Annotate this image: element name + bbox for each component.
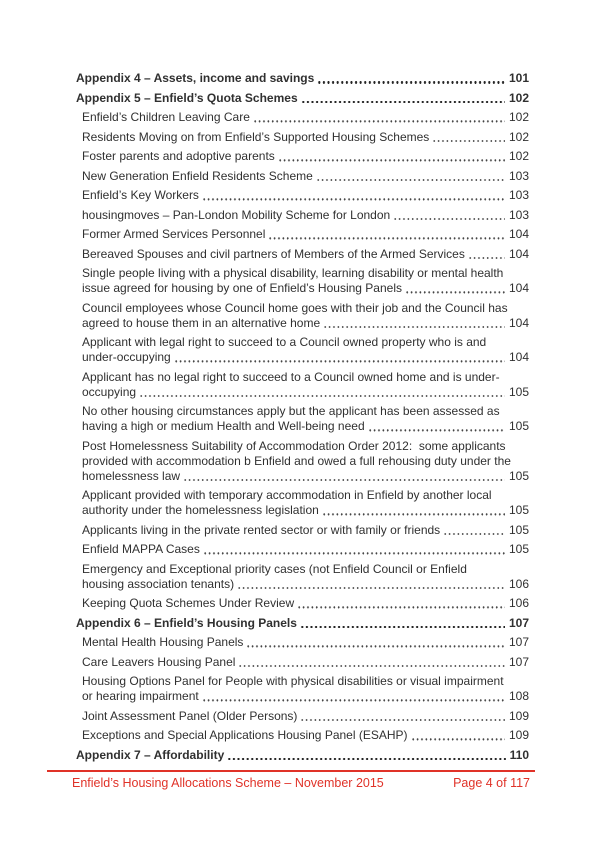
toc-entry-title: Emergency and Exceptional priority cases (not Enfield Council or Enfield	[82, 561, 467, 576]
toc-entry-title: Applicant provided with temporary accommodation in Enfield by another local	[82, 488, 492, 502]
toc-page-number: 107	[508, 615, 529, 630]
toc-entry-title: Appendix 5 – Enfield’s Quota Schemes	[76, 90, 298, 105]
toc-entry[interactable]	[76, 130, 529, 145]
toc-entry-title: Appendix 4 – Assets, income and savings	[76, 71, 315, 85]
dot-leader	[297, 606, 505, 608]
toc-page-number: 103	[508, 188, 529, 202]
toc-line	[82, 370, 529, 385]
toc-line	[82, 227, 529, 242]
toc-line	[82, 130, 529, 145]
dot-leader	[278, 159, 505, 161]
toc-page-number: 109	[508, 728, 529, 742]
toc-entry[interactable]	[76, 488, 529, 518]
toc-page-number: 102	[508, 110, 529, 124]
dot-leader	[300, 719, 505, 721]
dot-leader	[246, 645, 505, 647]
toc-page-number: 102	[508, 90, 529, 105]
toc-entry-title: Bereaved Spouses and civil partners of Members of the Armed Services	[82, 246, 465, 261]
toc-entry-title: Council employees whose Council home goes with their job and the Council has	[82, 300, 508, 315]
toc-entry-title: Appendix 6 – Enfield’s Housing Panels	[76, 615, 297, 630]
toc-entry[interactable]	[76, 188, 529, 203]
toc-entry-title: provided with accommodation b Enfield and owed a full rehousing duty under the	[82, 453, 511, 468]
toc-entry-title: having a high or medium Health and Well-being need	[82, 419, 365, 433]
toc-entry[interactable]	[76, 149, 529, 164]
toc-page-number: 102	[508, 149, 529, 163]
toc-entry[interactable]	[76, 674, 529, 704]
toc-page-number: 103	[508, 207, 529, 222]
dot-leader	[405, 291, 505, 293]
toc-entry-title: Enfield MAPPA Cases	[82, 542, 200, 556]
dot-leader	[253, 120, 505, 122]
toc-line	[82, 562, 529, 577]
toc-line	[82, 301, 529, 316]
toc-entry[interactable]	[76, 91, 529, 106]
toc-entry-title: Enfield’s Key Workers	[82, 188, 199, 202]
toc-entry-title: Enfield’s Children Leaving Care	[82, 110, 250, 124]
toc-page-number: 105	[508, 384, 529, 399]
page-footer	[72, 776, 530, 791]
toc-entry-title: or hearing impairment	[82, 689, 199, 703]
toc-entry-title: No other housing circumstances apply but the applicant has been assessed as	[82, 404, 500, 418]
toc-entry-title: under-occupying	[82, 350, 171, 364]
toc-line	[82, 439, 529, 454]
dot-leader	[202, 699, 505, 701]
toc-entry-title: housingmoves – Pan-London Mobility Scheme for London	[82, 207, 391, 222]
toc-entry[interactable]	[76, 208, 529, 223]
toc-entry-title: Former Armed Services Personnel	[82, 227, 266, 241]
toc-entry-title: Applicant has no legal right to succeed to a Council owned home and is under-	[82, 369, 500, 384]
toc-page-number: 101	[508, 71, 529, 85]
toc-list	[76, 71, 529, 767]
dot-leader	[317, 81, 505, 83]
toc-entry-title: Housing Options Panel for People with physical disabilities or visual impairment	[82, 674, 504, 688]
dot-leader	[174, 360, 505, 362]
toc-entry[interactable]	[76, 370, 529, 400]
toc-page-number: 107	[508, 654, 529, 669]
toc-line	[82, 110, 529, 125]
footer-page-indicator: Page 4 of 117	[453, 776, 530, 790]
toc-line	[82, 188, 529, 203]
toc-page-number: 105	[508, 419, 529, 433]
toc-entry-title: Mental Health Housing Panels	[82, 635, 244, 649]
toc-entry[interactable]	[76, 71, 529, 86]
toc-entry[interactable]	[76, 439, 529, 484]
toc-entry-title: occupying	[82, 384, 137, 399]
toc-line	[82, 523, 529, 538]
toc-line	[82, 454, 529, 469]
footer-rule	[47, 770, 535, 772]
toc-entry-title: Joint Assessment Panel (Older Persons)	[82, 708, 298, 723]
toc-line	[82, 542, 529, 557]
dot-leader	[268, 237, 505, 239]
toc-page-number: 104	[508, 315, 529, 330]
toc-entry-title: authority under the homelessness legislation	[82, 503, 319, 517]
dot-leader	[301, 101, 505, 103]
toc-line	[76, 71, 529, 86]
dot-leader	[183, 479, 505, 481]
toc-page-number: 105	[508, 522, 529, 537]
toc-page-number: 104	[508, 246, 529, 261]
toc-page-number: 105	[508, 542, 529, 556]
toc-entry[interactable]	[76, 169, 529, 184]
toc-line	[82, 419, 529, 434]
dot-leader	[300, 626, 505, 628]
dot-leader	[238, 665, 505, 667]
toc-entry-title: Residents Moving on from Enfield’s Supported Housing Schemes	[82, 129, 430, 144]
dot-leader	[237, 587, 505, 589]
toc-entry-title: agreed to house them in an alternative home	[82, 315, 321, 330]
toc-entry[interactable]	[76, 635, 529, 650]
toc-page-number: 105	[508, 468, 529, 483]
toc-line	[82, 281, 529, 296]
toc-line	[76, 748, 529, 763]
toc-page-number: 104	[508, 227, 529, 241]
toc-page-number: 105	[508, 503, 529, 517]
toc-page-number: 102	[508, 129, 529, 144]
toc-entry-title: homelessness law	[82, 468, 181, 483]
dot-leader	[468, 257, 505, 259]
toc-line	[82, 689, 529, 704]
dot-leader	[432, 140, 505, 142]
toc-line	[82, 596, 529, 611]
toc-entry-title: Applicant with legal right to succeed to a Council owned property who is and	[82, 335, 487, 349]
toc-line	[82, 335, 529, 350]
toc-entry-title: Single people living with a physical disability, learning disability or mental health	[82, 266, 504, 280]
toc-page-number: 108	[508, 689, 529, 703]
toc-entry-title: Exceptions and Special Applications Housing Panel (ESAHP)	[82, 728, 408, 742]
dot-leader	[316, 179, 505, 181]
toc-entry[interactable]	[76, 110, 529, 125]
dot-leader	[393, 218, 505, 220]
footer-document-title: Enfield’s Housing Allocations Scheme – November 2015	[72, 776, 384, 790]
toc-entry-title: Keeping Quota Schemes Under Review	[82, 596, 295, 610]
toc-line	[82, 169, 529, 184]
toc-entry[interactable]	[76, 542, 529, 557]
toc-line	[82, 385, 529, 400]
toc-entry-title: Post Homelessness Suitability of Accommodation Order 2012: some applicants	[82, 438, 506, 453]
dot-leader	[227, 758, 505, 760]
toc-entry[interactable]	[76, 562, 529, 592]
toc-page-number: 107	[508, 635, 529, 649]
toc-line	[82, 208, 529, 223]
toc-line	[82, 149, 529, 164]
toc-page-number: 104	[508, 281, 529, 295]
toc-line	[82, 247, 529, 262]
toc-entry-title: Care Leavers Housing Panel	[82, 654, 236, 669]
toc-entry-title: New Generation Enfield Residents Scheme	[82, 168, 313, 183]
toc-line	[82, 266, 529, 281]
toc-line	[76, 91, 529, 106]
toc-entry[interactable]	[76, 227, 529, 242]
toc-entry[interactable]	[76, 266, 529, 296]
toc-line	[82, 488, 529, 503]
toc-entry-title: issue agreed for housing by one of Enfield’s Housing Panels	[82, 281, 402, 295]
toc-line	[82, 655, 529, 670]
dot-leader	[443, 533, 505, 535]
toc-entry[interactable]	[76, 404, 529, 434]
toc-page-number: 106	[508, 576, 529, 591]
toc-line	[82, 316, 529, 331]
toc-line	[82, 728, 529, 743]
toc-page-number: 104	[508, 350, 529, 364]
dot-leader	[139, 395, 505, 397]
toc-line	[82, 404, 529, 419]
toc-line	[82, 635, 529, 650]
toc-line	[82, 503, 529, 518]
toc-line	[82, 674, 529, 689]
toc-entry-title: Foster parents and adoptive parents	[82, 149, 275, 163]
dot-leader	[411, 738, 505, 740]
toc-entry[interactable]	[76, 748, 529, 763]
toc-entry-title: Appendix 7 – Affordability	[76, 747, 225, 762]
toc-entry-title: housing association tenants)	[82, 576, 235, 591]
dot-leader	[322, 513, 505, 515]
toc-page-number: 109	[508, 708, 529, 723]
dot-leader	[323, 326, 505, 328]
toc-page-number: 106	[508, 596, 529, 610]
toc-line	[82, 709, 529, 724]
toc-entry[interactable]	[76, 728, 529, 743]
toc-line	[82, 350, 529, 365]
toc-entry[interactable]	[76, 335, 529, 365]
toc-entry[interactable]	[76, 655, 529, 670]
dot-leader	[202, 198, 505, 200]
toc-entry[interactable]	[76, 523, 529, 538]
toc-line	[76, 616, 529, 631]
toc-entry[interactable]	[76, 616, 529, 631]
toc-entry-title: Applicants living in the private rented sector or with family or friends	[82, 522, 441, 537]
dot-leader	[203, 552, 505, 554]
toc-line	[82, 469, 529, 484]
toc-page-number: 103	[508, 168, 529, 183]
toc-entry[interactable]	[76, 247, 529, 262]
toc-line	[82, 577, 529, 592]
toc-entry[interactable]	[76, 301, 529, 331]
toc-page-number: 110	[509, 747, 529, 762]
toc-entry[interactable]	[76, 709, 529, 724]
dot-leader	[368, 429, 505, 431]
toc-entry[interactable]	[76, 596, 529, 611]
